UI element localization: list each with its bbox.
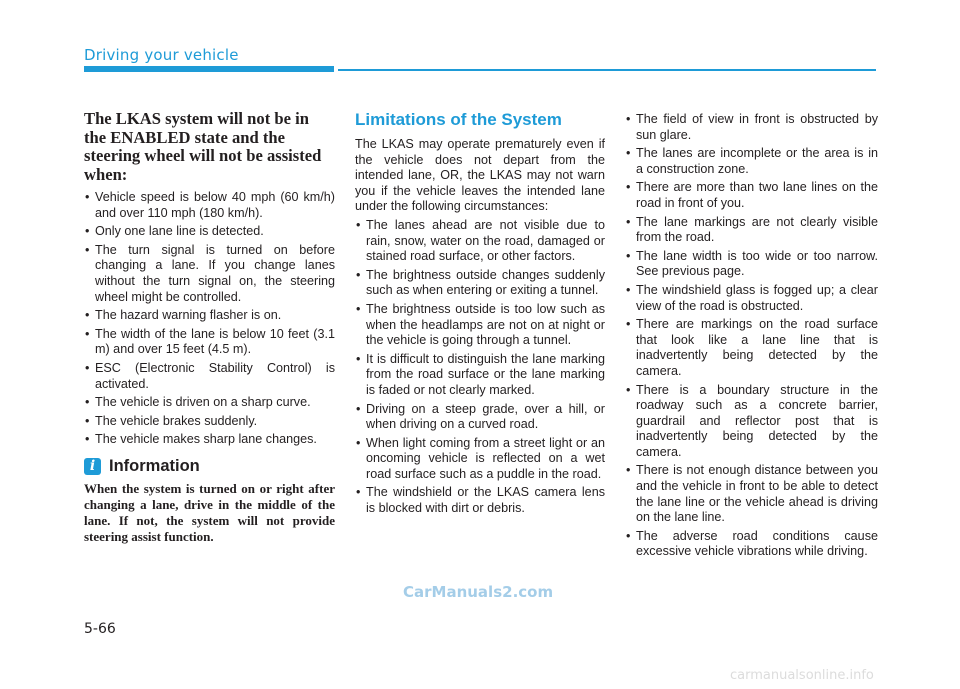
list-item: • There is not enough distance between you and the vehicle in front to be able to detect the lane line or the vehicle ahead is driving on the lane line.: [625, 463, 878, 525]
info-icon: i: [84, 458, 101, 475]
list-item: • Driving on a steep grade, over a hill, or when driving on a curved road.: [355, 402, 605, 433]
list-item: • The brightness outside is too low such as when the headlamps are not on at night or the vehicle is going through a tunnel.: [355, 302, 605, 349]
list-item: • The hazard warning flasher is on.: [84, 308, 335, 324]
list-item: • There are more than two lane lines on the road in front of you.: [625, 180, 878, 211]
lkas-disabled-list: [84, 190, 335, 448]
list-item: • The vehicle brakes suddenly.: [84, 414, 335, 430]
header-rule-thin: [338, 69, 876, 71]
list-item: • The lanes ahead are not visible due to rain, snow, water on the road, damaged or stained road surface, or other factors.: [355, 218, 605, 265]
list-item: • The brightness outside changes suddenly such as when entering or exiting a tunnel.: [355, 268, 605, 299]
list-item: • There is a boundary structure in the roadway such as a concrete barrier, guardrail and reflector post that is inadvertently being detected by the camera.: [625, 383, 878, 461]
information-title: Information: [109, 456, 200, 475]
list-item: • Only one lane line is detected.: [84, 224, 335, 240]
list-item: • The vehicle makes sharp lane changes.: [84, 432, 335, 448]
limitations-intro: The LKAS may operate prematurely even if the vehicle does not depart from the intended lane, OR, the LKAS may not warn you if the vehicle leaves the intended lane under the following circumstances:: [355, 137, 605, 214]
list-item: • There are markings on the road surface that look like a lane line that is inadvertently being detected by the camera.: [625, 317, 878, 379]
limitations-list-continued: [625, 112, 878, 560]
list-item: • The turn signal is turned on before changing a lane. If you change lanes without the turn signal on, the steering wheel might be controlled.: [84, 243, 335, 305]
list-item: • The adverse road conditions cause excessive vehicle vibrations while driving.: [625, 529, 878, 560]
column-middle: [355, 110, 605, 520]
list-item: • The lanes are incomplete or the area is in a construction zone.: [625, 146, 878, 177]
list-item: • The lane width is too wide or too narrow. See previous page.: [625, 249, 878, 280]
list-item: • ESC (Electronic Stability Control) is activated.: [84, 361, 335, 392]
section-header-title: Driving your vehicle: [84, 46, 239, 64]
limitations-list: [355, 218, 605, 517]
list-item: • The windshield glass is fogged up; a clear view of the road is obstructed.: [625, 283, 878, 314]
limitations-title: Limitations of the System: [355, 110, 562, 129]
list-item: • The width of the lane is below 10 feet (3.1 m) and over 15 feet (4.5 m).: [84, 327, 335, 358]
lkas-disabled-heading: The LKAS system will not be in the ENABLED state and the steering wheel will not be assisted when:: [84, 109, 322, 184]
list-item: • It is difficult to distinguish the lane marking from the road surface or the lane marking is faded or not clearly marked.: [355, 352, 605, 399]
watermark-link[interactable]: CarManuals2.com: [403, 583, 554, 601]
column-left: [84, 110, 335, 545]
list-item: • The vehicle is driven on a sharp curve.: [84, 395, 335, 411]
information-header: [84, 458, 335, 475]
footer-watermark: carmanualsonline.info: [730, 668, 874, 683]
list-item: • When light coming from a street light or an oncoming vehicle is reflected on a wet road surface such as a puddle in the road.: [355, 436, 605, 483]
list-item: • The windshield or the LKAS camera lens is blocked with dirt or debris.: [355, 485, 605, 516]
page-number: 5-66: [84, 621, 116, 637]
information-body: When the system is turned on or right after changing a lane, drive in the middle of the lane. If not, the system will not provide steering assist function.: [84, 480, 335, 544]
column-right: [625, 112, 878, 563]
list-item: • The lane markings are not clearly visible from the road.: [625, 215, 878, 246]
list-item: • The field of view in front is obstructed by sun glare.: [625, 112, 878, 143]
list-item: • Vehicle speed is below 40 mph (60 km/h) and over 110 mph (180 km/h).: [84, 190, 335, 221]
header-rule-thick: [84, 66, 334, 72]
